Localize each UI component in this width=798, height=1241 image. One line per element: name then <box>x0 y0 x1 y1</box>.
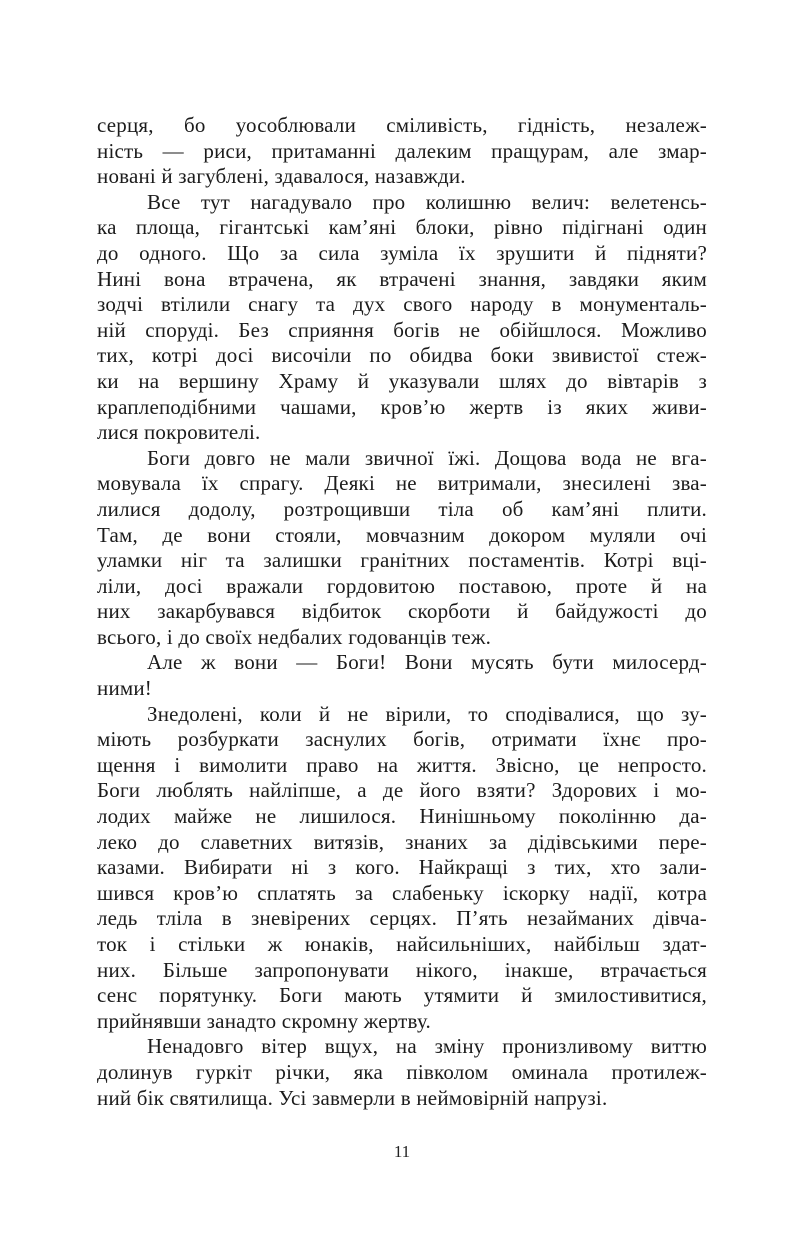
paragraph <box>97 702 707 1035</box>
paragraph <box>97 1034 707 1111</box>
paragraph <box>97 113 707 190</box>
text-line: ній споруді. Без сприяння богів не обійшлося. Можливо <box>97 317 707 342</box>
text-line: казами. Вибирати ні з кого. Найкращі з тих, хто зали- <box>97 855 707 880</box>
text-line: прийнявши занадто скромну жертву. <box>97 1008 431 1033</box>
text-line: новані й загублені, здавалося, назавжди. <box>97 164 466 189</box>
page-number: 11 <box>393 1142 411 1161</box>
text-line: долинув гуркіт річки, яка півколом оминала протилеж- <box>97 1059 707 1084</box>
text-line: уламки ніг та залишки гранітних постаментів. Котрі вці- <box>97 548 707 573</box>
text-line: Нині вона втрачена, як втрачені знання, завдяки яким <box>97 266 707 291</box>
text-line: ки на вершину Храму й указували шлях до вівтарів з <box>97 368 707 393</box>
text-line: них. Більше запропонувати нікого, інакше, втрачається <box>97 957 707 982</box>
text-line: Боги довго не мали звичної їжі. Дощова вода не вга- <box>147 445 707 470</box>
text-line: ність — риси, притаманні далеким пращурам, але змар- <box>97 138 707 163</box>
text-line: них закарбувався відбиток скорботи й байдужості до <box>97 599 707 624</box>
text-line: ледь тліла в зневірених серцях. П’ять незайманих дівча- <box>97 906 707 931</box>
text-line: до одного. Що за сила зуміла їх зрушити й підняти? <box>97 240 707 265</box>
text-line: ними! <box>97 676 152 701</box>
text-line: шився кров’ю сплатять за слабеньку іскорку надії, котра <box>97 880 707 905</box>
text-line: Боги люблять найліпше, а де його взяти? Здорових і мо- <box>97 778 707 803</box>
text-line: лодих майже не лишилося. Нинішньому поколінню да- <box>97 804 707 829</box>
text-line: ліли, досі вражали гордовитою поставою, проте й на <box>97 573 707 598</box>
text-line: лися покровителі. <box>97 420 261 445</box>
text-line: тих, котрі досі височіли по обидва боки звивистої стеж- <box>97 343 707 368</box>
text-line: щення і вимолити право на життя. Звісно, це непросто. <box>97 752 707 777</box>
text-line: леко до славетних витязів, знаних за дідівськими пере- <box>97 829 707 854</box>
text-line: лилися додолу, розтрощивши тіла об кам’яні плити. <box>97 496 707 521</box>
paragraph <box>97 650 707 701</box>
text-line: Знедолені, коли й не вірили, то сподівалися, що зу- <box>147 701 707 726</box>
paragraph <box>97 190 707 446</box>
text-line: всього, і до своїх недбалих годованців теж. <box>97 624 492 649</box>
paragraph <box>97 446 707 651</box>
text-line: мовувала їх спрагу. Деякі не витримали, знесилені зва- <box>97 471 707 496</box>
text-line: ток і стільки ж юнаків, найсильніших, найбільш здат- <box>97 932 707 956</box>
text-line: Все тут нагадувало про колишню велич: велетенсь- <box>147 189 707 214</box>
text-line: сенс порятунку. Боги мають утямити й змилостивитися, <box>97 983 707 1008</box>
text-line: серця, бо уособлювали сміливість, гідність, незалеж- <box>97 113 707 137</box>
body-text <box>97 113 707 1111</box>
text-line: Але ж вони — Боги! Вони мусять бути милосерд- <box>147 650 707 675</box>
text-line: краплеподібними чашами, кров’ю жертв із яких живи- <box>97 394 707 419</box>
text-line: ка площа, гігантські кам’яні блоки, рівно підігнані один <box>97 215 707 240</box>
text-line: зодчі втілили снагу та дух свого народу в монументаль- <box>97 292 707 317</box>
text-line: Там, де вони стояли, мовчазним докором муляли очі <box>97 522 707 547</box>
text-line: міють розбуркати заснулих богів, отримати їхнє про- <box>97 727 707 752</box>
text-line: ний бік святилища. Усі завмерли в неймовірній напрузі. <box>97 1085 608 1110</box>
text-line: Ненадовго вітер вщух, на зміну пронизливому виттю <box>147 1034 707 1059</box>
